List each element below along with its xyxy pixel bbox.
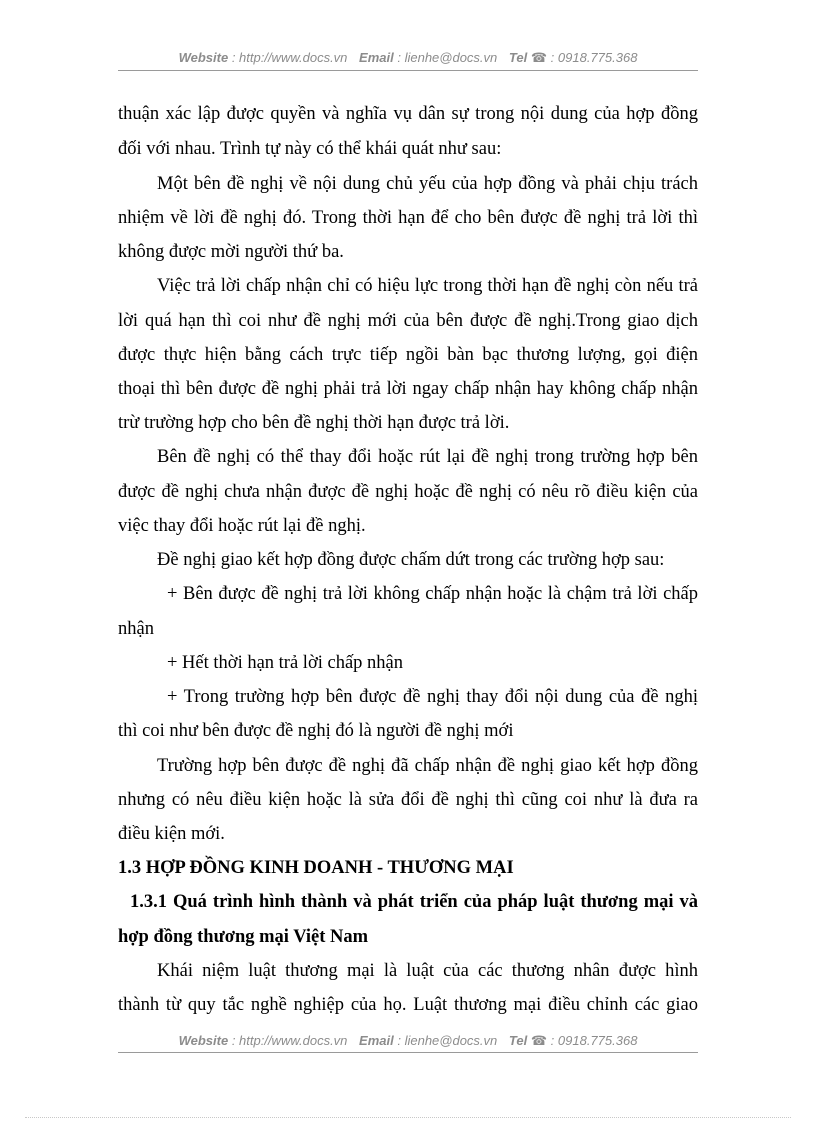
phone-icon: ☎ (530, 50, 548, 65)
body-line: Một bên đề nghị về nội dung chủ yếu của hợp đồng và phải chịu trách (157, 174, 698, 194)
body-line: điều kiện mới. (118, 824, 225, 844)
body-line: Đề nghị giao kết hợp đồng được chấm dứt trong các trường hợp sau: (157, 550, 665, 570)
page-edge (25, 1117, 791, 1118)
header-email-value: : lienhe@docs.vn (397, 50, 498, 65)
page-header (118, 50, 698, 66)
footer-website-value: : http://www.docs.vn (231, 1033, 348, 1048)
body-line: không được mời người thứ ba. (118, 242, 344, 262)
body-line: + Trong trường hợp bên được đề nghị thay đổi nội dung của đề nghị (167, 687, 698, 707)
body-line: đối với nhau. Trình tự này có thể khái quát như sau: (118, 139, 502, 159)
body-line: được đề nghị chưa nhận được đề nghị hoặc đề nghị có nêu rõ điều kiện của (118, 482, 698, 502)
header-divider (118, 70, 698, 71)
footer-email-value: : lienhe@docs.vn (397, 1033, 498, 1048)
page-footer (118, 1033, 698, 1049)
body-line: Khái niệm luật thương mại là luật của các thương nhân được hình (157, 961, 698, 981)
header-tel-label: Tel (508, 50, 528, 65)
footer-website-label: Website (178, 1033, 229, 1048)
body-line: trừ trường hợp cho bên đề nghị thời hạn được trả lời. (118, 413, 510, 433)
subsection-heading: hợp đồng thương mại Việt Nam (118, 927, 369, 947)
body-line: Việc trả lời chấp nhận chỉ có hiệu lực trong thời hạn đề nghị còn nếu trả (157, 276, 698, 296)
header-email-label: Email (359, 50, 394, 65)
body-line: + Hết thời hạn trả lời chấp nhận (167, 653, 404, 673)
footer-tel-label: Tel (508, 1033, 528, 1048)
body-line: thoại thì bên được đề nghị phải trả lời ngay chấp nhận hay không chấp nhận (118, 379, 698, 399)
body-line: nhận (118, 619, 154, 639)
subsection-heading: 1.3.1 Quá trình hình thành và phát triển của pháp luật thương mại và (130, 892, 698, 912)
header-tel-value: : 0918.775.368 (550, 50, 638, 65)
footer-tel-value: : 0918.775.368 (550, 1033, 638, 1048)
body-line: nhiệm về lời đề nghị đó. Trong thời hạn để cho bên được đề nghị trả lời thì (118, 208, 698, 228)
body-line: thành từ quy tắc nghề nghiệp của họ. Luật thương mại điều chỉnh các giao (118, 995, 698, 1015)
body-line: + Bên được đề nghị trả lời không chấp nhận hoặc là chậm trả lời chấp (167, 584, 698, 604)
body-line: thuận xác lập được quyền và nghĩa vụ dân sự trong nội dung của hợp đồng (118, 104, 698, 124)
body-line: Bên đề nghị có thể thay đổi hoặc rút lại đề nghị trong trường hợp bên (157, 447, 698, 467)
phone-icon: ☎ (530, 1033, 548, 1048)
header-website-value: : http://www.docs.vn (231, 50, 348, 65)
footer-email-label: Email (359, 1033, 394, 1048)
header-website-label: Website (178, 50, 229, 65)
body-line: việc thay đổi hoặc rút lại đề nghị. (118, 516, 366, 536)
body-line: Trường hợp bên được đề nghị đã chấp nhận đề nghị giao kết hợp đồng (157, 756, 698, 776)
body-line: được thực hiện bằng cách trực tiếp ngồi bàn bạc thương lượng, gọi điện (118, 345, 698, 365)
section-heading: 1.3 HỢP ĐỒNG KINH DOANH - THƯƠNG MẠI (118, 858, 514, 878)
body-line: thì coi như bên được đề nghị đó là người đề nghị mới (118, 721, 514, 741)
body-line: lời quá hạn thì coi như đề nghị mới của bên được đề nghị.Trong giao dịch (118, 311, 698, 331)
body-line: nhưng có nêu điều kiện hoặc là sửa đổi đề nghị thì cũng coi như là đưa ra (118, 790, 698, 810)
footer-divider (118, 1052, 698, 1053)
